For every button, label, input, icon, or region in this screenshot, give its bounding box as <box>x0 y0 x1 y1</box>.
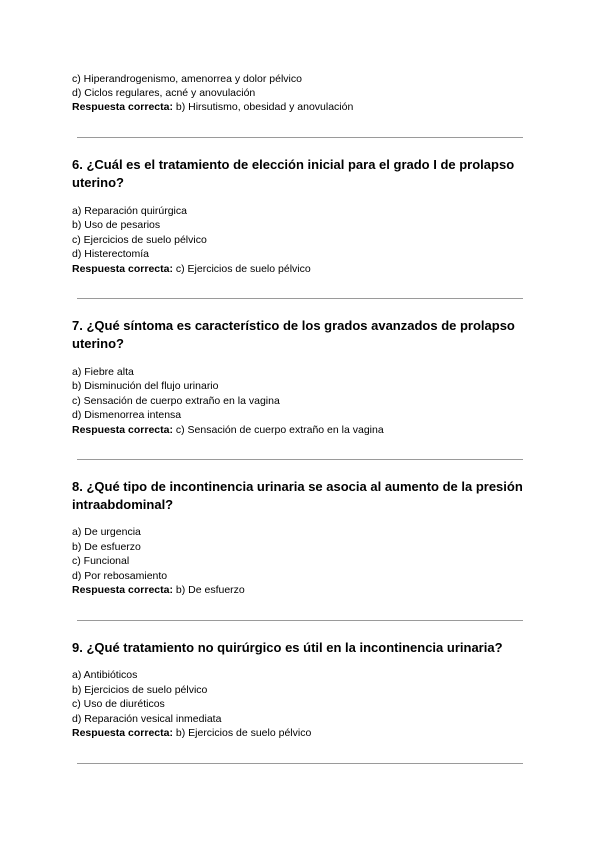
question-6-title: 6. ¿Cuál es el tratamiento de elección inicial para el grado I de prolapso uterino? <box>72 157 515 190</box>
question-8-option-a: a) De urgencia <box>72 526 141 538</box>
question-9-answer <box>72 726 311 740</box>
question-6-option-b: b) Uso de pesarios <box>72 219 161 231</box>
answer-text: b) Hirsutismo, obesidad y anovulación <box>172 101 354 113</box>
answer-label: Respuesta correcta: <box>72 424 173 436</box>
question-7-title: 7. ¿Qué síntoma es característico de los grados avanzados de prolapso uterino? <box>72 318 515 351</box>
question-7-option-a: a) Fiebre alta <box>72 366 134 378</box>
separator-line <box>77 620 523 621</box>
question-7-option-d: d) Dismenorrea intensa <box>72 409 182 421</box>
answer-text: c) Sensación de cuerpo extraño en la vagina <box>172 424 384 436</box>
answer-text: b) Ejercicios de suelo pélvico <box>172 727 312 739</box>
question-8-title: 8. ¿Qué tipo de incontinencia urinaria se asocia al aumento de la presión intraabdominal? <box>72 479 523 512</box>
option-c: c) Hiperandrogenismo, amenorrea y dolor pélvico <box>72 73 302 85</box>
answer-label: Respuesta correcta: <box>72 584 173 596</box>
answer-label: Respuesta correcta: <box>72 263 173 275</box>
answer-label: Respuesta correcta: <box>72 101 173 113</box>
question-7-answer <box>72 423 384 437</box>
separator-line <box>77 298 523 299</box>
answer-text: b) De esfuerzo <box>172 584 245 596</box>
question-7-option-c: c) Sensación de cuerpo extraño en la vagina <box>72 395 280 407</box>
correct-answer <box>72 100 353 114</box>
answer-text: c) Ejercicios de suelo pélvico <box>172 263 311 275</box>
separator-line <box>77 137 523 138</box>
question-9-option-d: d) Reparación vesical inmediata <box>72 713 222 725</box>
question-6-option-d: d) Histerectomía <box>72 248 150 260</box>
option-d: d) Ciclos regulares, acné y anovulación <box>72 87 256 99</box>
question-6-option-c: c) Ejercicios de suelo pélvico <box>72 234 207 246</box>
question-8-answer <box>72 583 245 597</box>
question-6-option-a: a) Reparación quirúrgica <box>72 205 187 217</box>
question-7-option-b: b) Disminución del flujo urinario <box>72 380 219 392</box>
separator-line <box>77 763 523 764</box>
separator-line <box>77 459 523 460</box>
question-9-option-c: c) Uso de diuréticos <box>72 698 165 710</box>
question-8-option-d: d) Por rebosamiento <box>72 570 168 582</box>
question-8-option-c: c) Funcional <box>72 555 130 567</box>
question-9-title: 9. ¿Qué tratamiento no quirúrgico es útil en la incontinencia urinaria? <box>72 640 503 655</box>
question-6-answer <box>72 262 311 276</box>
question-9-option-b: b) Ejercicios de suelo pélvico <box>72 684 208 696</box>
answer-label: Respuesta correcta: <box>72 727 173 739</box>
question-9-option-a: a) Antibióticos <box>72 669 138 681</box>
question-8-option-b: b) De esfuerzo <box>72 541 141 553</box>
